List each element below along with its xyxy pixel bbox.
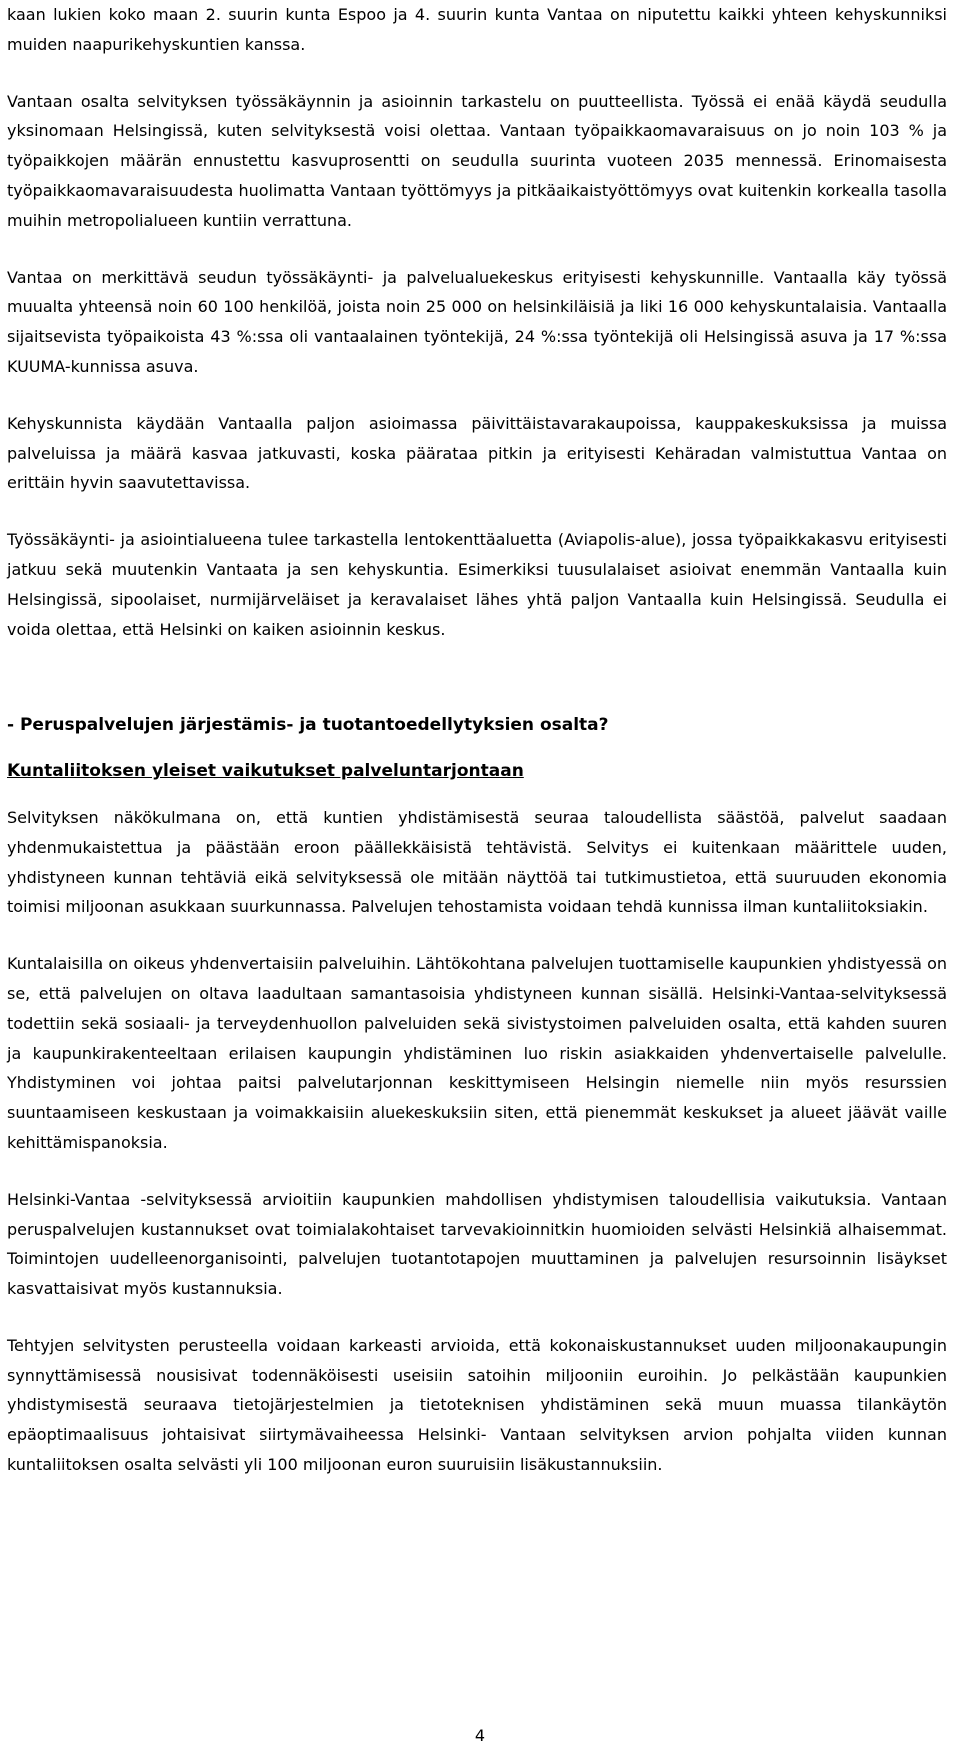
paragraph-equal-services: Kuntalaisilla on oikeus yhdenvertaisiin palveluihin. Lähtökohtana palvelujen tuottamiselle kaupunkien yhdistyessä on se, että palvelujen on oltava laadultaan samantasoisia yhdistyneen kunnan sisällä. Helsinki-Vantaa-selvityksessä todettiin sekä sosiaali- ja terveydenhuollon palveluiden sekä sivistystoimen palveluiden osalta, että kahden suuren ja kaupunkirakenteeltaan erilaisen kaupungin yhdistäminen luo riskin asiakkaiden yhdenvertaiselle palvelulle. Yhdistyminen voi johtaa paitsi palvelutarjonnan keskittymiseen Helsingin niemelle niin myös resurssien suuntaamiseen keskustaan ja voimakkaisiin aluekeskuksiin siten, että pienemmät keskukset ja alueet jäävät vaille kehittämispanoksia. <box>7 954 947 1152</box>
paragraph-commuting-analysis: Vantaan osalta selvityksen työssäkäynnin ja asioinnin tarkastelu on puutteellista. Työssä ei enää käydä seudulla yksinomaan Helsingissä, kuten selvityksestä voisi olettaa. Vantaan työpaikkaomavaraisuus on jo noin 103 % ja työpaikkojen määrän ennustettu kasvuprosentti on seudulla suurinta vuoteen 2035 mennessä. Erinomaisesta työpaikkaomavaraisuudesta huolimatta Vantaan työttömyys ja pitkäaikaistyöttömyys ovat kuitenkin korkealla tasolla muihin metropolialueen kuntiin verrattuna. <box>7 91 947 230</box>
paragraph-shopping-visits: Kehyskunnista käydään Vantaalla paljon asioimassa päivittäistavarakaupoissa, kauppakeskuksissa ja muissa palveluissa ja määrä kasvaa jatkuvasti, koska päärataa pitkin ja erityisesti Kehäradan valmistuttua Vantaa on erittäin hyvin saavutettavissa. <box>7 413 947 493</box>
paragraph-economies-of-scale: Selvityksen näkökulmana on, että kuntien yhdistämisestä seuraa taloudellista säästöä, palvelut saadaan yhdenmukaistettua ja päästään eroon päällekkäisistä tehtävistä. Selvitys ei kuitenkaan määrittele uuden, yhdistyneen kunnan tehtäviä eikä selvityksessä ole mitään näyttöä tai tutkimustietoa, että suuruuden ekonomia toimisi miljoonan asukkaan suurkunnassa. Palvelujen tehostamista voidaan tehdä kunnissa ilman kuntaliitoksiakin. <box>7 807 947 917</box>
paragraph-vantaa-employment-center: Vantaa on merkittävä seudun työssäkäynti- ja palvelualuekeskus erityisesti kehyskunnille. Vantaalla käy työssä muualta yhteensä noin 60 100 henkilöä, joista noin 25 000 on helsinkiläisiä ja liki 16 000 kehyskuntalaisia. Vantaalla sijaitsevista työpaikoista 43 %:ssa oli vantaalainen työntekijä, 24 %:ssa työntekijä oli Helsingissä asuva ja 17 %:ssa KUUMA-kunnissa asuva. <box>7 267 947 376</box>
section-heading: Kuntaliitoksen yleiset vaikutukset palveluntarjontaan <box>7 761 524 782</box>
paragraph-total-costs: Tehtyjen selvitysten perusteella voidaan karkeasti arvioida, että kokonaiskustannukset uuden miljoonakaupungin synnyttämisessä nousisivat todennäköisesti useisiin satoihin miljooniin euroihin. Jo pelkästään kaupunkien yhdistymisestä seuraava tietojärjestelmien ja tietoteknisen yhdistäminen sekä muun muassa tilankäytön epäoptimaalisuus johtaisivat siirtymävaiheessa Helsinki- Vantaan selvityksen arvion pohjalta viiden kunnan kuntaliitoksen osalta selvästi yli 100 miljoonan euron suuruisiin lisäkustannuksiin. <box>7 1335 947 1475</box>
page-number: 4 <box>474 1726 486 1745</box>
paragraph-financial-effects: Helsinki-Vantaa -selvityksessä arvioitiin kaupunkien mahdollisen yhdistymisen taloudellisia vaikutuksia. Vantaan peruspalvelujen kustannukset ovat toimialakohtaiset tarvevakioinnitkin huomioiden selvästi Helsinkiä alhaisemmat. Toimintojen uudelleenorganisointi, palvelujen tuotantotapojen muuttaminen ja palvelujen resursoinnin lisäykset kasvattaisivat myös kustannuksia. <box>7 1189 947 1299</box>
paragraph-aviapolis-area: Työssäkäynti- ja asiointialueena tulee tarkastella lentokenttäaluetta (Aviapolis-alue), jossa työpaikkakasvu erityisesti jatkuu sekä muutenkin Vantaata ja sen kehyskuntia. Esimerkiksi tuusulalaiset asioivat enemmän Vantaalla kuin Helsingissä, sipoolaiset, nurmijärveläiset ja keravalaiset lähes yhtä paljon Vantaalla kuin Helsingissä. Seudulla ei voida olettaa, että Helsinki on kaiken asioinnin keskus. <box>7 530 947 639</box>
paragraph-capital-region-municipalities: kaan lukien koko maan 2. suurin kunta Espoo ja 4. suurin kunta Vantaa on niputettu kaikki yhteen kehyskunniksi muiden naapurikehyskuntien kanssa. <box>7 5 947 54</box>
section-spacer <box>7 671 947 711</box>
question-heading: - Peruspalvelujen järjestämis- ja tuotantoedellytyksien osalta? <box>7 715 609 736</box>
document-page <box>7 0 947 1507</box>
